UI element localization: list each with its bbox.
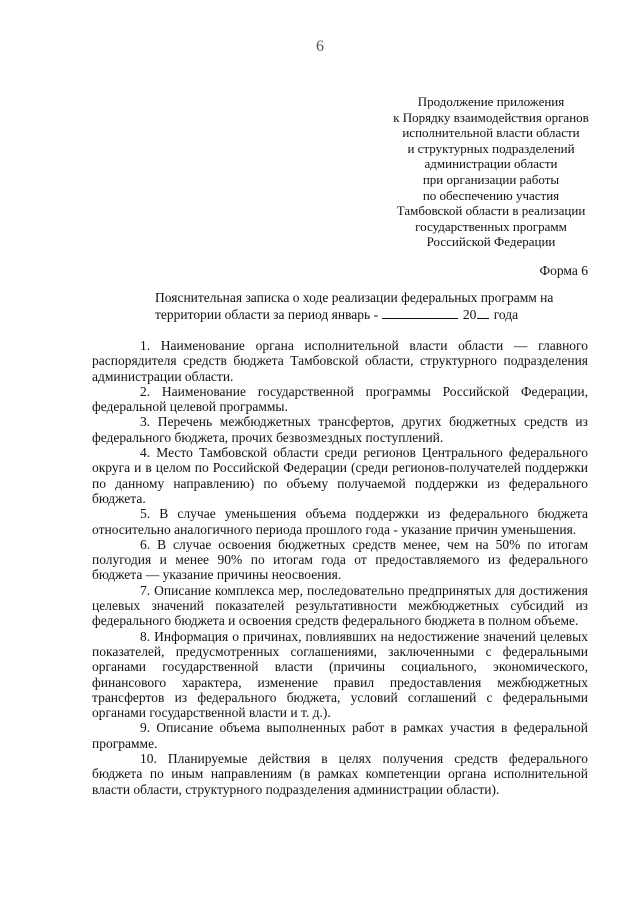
appendix-line: Тамбовской области в реализации [396,203,586,219]
appendix-header [380,94,602,250]
items-list [92,338,588,797]
year-blank [477,317,489,319]
document-title [155,289,585,323]
appendix-line: при организации работы [422,171,560,187]
title-period-prefix: территории области за период январь - [155,307,379,322]
appendix-line: к Порядку взаимодействия органов [393,109,589,125]
form-label: Форма 6 [539,263,588,278]
list-item: 5. В случае уменьшения объема поддержки из федерального бюджета относительно аналогичного периода прошлого года - указание причин уменьшения. [92,506,588,537]
list-item: 4. Место Тамбовской области среди регионов Центрального федерального округа и в целом по Российской Федерации (среди регионов-получателей поддержки по данному направлению) по объему получаемой поддержки из федерального бюджета. [92,445,588,506]
title-line-2 [155,306,585,323]
title-line-1: Пояснительная записка о ходе реализации федеральных программ на [155,290,554,305]
period-month-blank [382,317,458,319]
list-item: 3. Перечень межбюджетных трансфертов, других бюджетных средств из федерального бюджета, прочих безвозмездных поступлений. [92,414,588,445]
appendix-line: Российской Федерации [426,234,556,250]
page-number: 6 [316,38,324,55]
list-item: 7. Описание комплекса мер, последовательно предпринятых для достижения целевых значений показателей результативности межбюджетных субсидий из федерального бюджета и освоения средств федерального бюджета в полном объеме. [92,582,588,629]
appendix-line: и структурных подразделений [407,140,575,156]
list-item: 2. Наименование государственной программы Российской Федерации, федеральной целевой программы. [92,383,588,415]
title-year-suffix: года [493,307,519,322]
appendix-line: по обеспечению участия [422,187,560,203]
appendix-line: государственных программ [415,218,567,234]
list-item: 1. Наименование органа исполнительной власти области — главного распорядителя средств бюджета Тамбовской области, структурного подразделения администрации области. [92,338,588,384]
title-year-prefix: 20 [462,307,477,322]
appendix-line: администрации области [424,156,558,172]
appendix-line: исполнительной власти области [402,125,580,141]
list-item: 6. В случае освоения бюджетных средств менее, чем на 50% по итогам полугодия и менее 90% по итогам года от предоставляемого из федерального бюджета — указание причины неосвоения. [92,536,588,583]
appendix-line: Продолжение приложения [417,94,565,109]
list-item: 8. Информация о причинах, повлиявших на недостижение значений целевых показателей, предусмотренных соглашениями, заключенными с федеральными органами государственной власти (причины социального, экономического, финансового характера, изменение правил предоставления межбюджетных трансфертов из федерального бюджета, условий соглашений с федеральными органами государственной власти и т. д.). [92,628,588,721]
list-item: 9. Описание объема выполненных работ в рамках участия в федеральной программе. [92,720,588,751]
list-item: 10. Планируемые действия в целях получения средств федерального бюджета по иным направлениям (в рамках компетенции органа исполнительной власти области, структурного подразделения администрации области). [92,751,588,797]
